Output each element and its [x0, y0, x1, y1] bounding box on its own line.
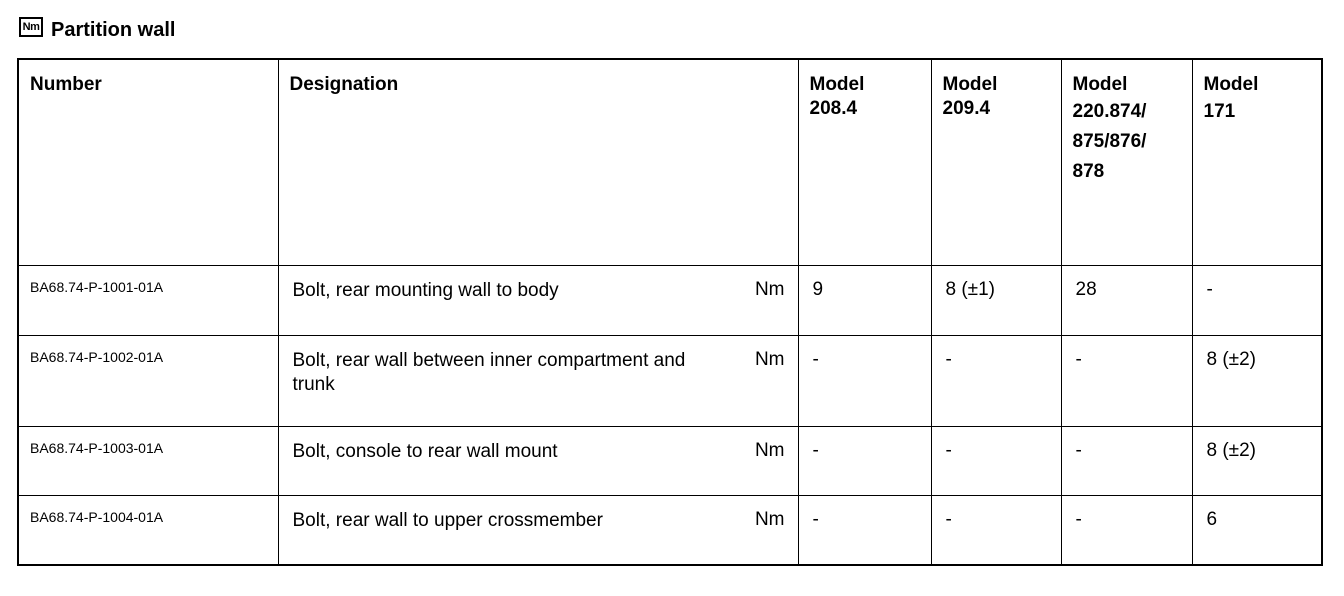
header-model-220 — [1061, 59, 1192, 265]
value-model-220: 28 — [1061, 265, 1192, 335]
value-model-171: 8 (±2) — [1192, 426, 1322, 495]
section-header — [19, 15, 175, 45]
header-designation: Designation — [278, 59, 798, 265]
designation-text: Bolt, rear mounting wall to body — [292, 279, 559, 301]
unit-label: Nm — [754, 278, 785, 300]
value-model-208: 9 — [798, 265, 931, 335]
unit-label: Nm — [754, 439, 785, 461]
section-title: Partition wall — [51, 18, 176, 41]
table-row — [18, 265, 1322, 335]
header-model-label: Model — [942, 74, 998, 95]
table-row — [18, 335, 1322, 426]
row-number: BA68.74-P-1001-01A — [18, 265, 278, 335]
header-model-number: 208.4 — [809, 98, 858, 119]
value-model-208: - — [798, 335, 931, 426]
row-number: BA68.74-P-1004-01A — [18, 495, 278, 565]
designation-text: Bolt, rear wall to upper crossmember — [292, 509, 603, 531]
header-model-label: Model — [1203, 74, 1259, 95]
value-model-171: 8 (±2) — [1192, 335, 1322, 426]
value-model-220: - — [1061, 495, 1192, 565]
header-model-209 — [931, 59, 1061, 265]
header-model-label: Model — [809, 74, 865, 95]
value-model-209: - — [931, 495, 1061, 565]
row-designation — [278, 426, 798, 495]
row-number: BA68.74-P-1003-01A — [18, 426, 278, 495]
header-model-number: 875/876/ — [1072, 131, 1147, 152]
designation-text: Bolt, console to rear wall mount — [292, 440, 558, 462]
table-header-row — [18, 59, 1322, 265]
row-designation — [278, 335, 798, 426]
header-model-label: Model — [1072, 74, 1128, 95]
header-model-number: 209.4 — [942, 98, 991, 119]
value-model-220: - — [1061, 335, 1192, 426]
value-model-220: - — [1061, 426, 1192, 495]
value-model-208: - — [798, 495, 931, 565]
header-model-number: 171 — [1203, 101, 1236, 122]
header-number: Number — [18, 59, 278, 265]
table-row — [18, 495, 1322, 565]
header-model-208 — [798, 59, 931, 265]
header-model-number: 878 — [1072, 161, 1105, 182]
unit-label: Nm — [754, 508, 785, 530]
torque-nm-icon: Nm — [19, 17, 43, 37]
value-model-209: - — [931, 335, 1061, 426]
designation-text: Bolt, rear wall between inner compartment and trunk — [292, 349, 686, 395]
row-designation — [278, 265, 798, 335]
value-model-208: - — [798, 426, 931, 495]
torque-spec-table — [17, 58, 1323, 566]
value-model-171: 6 — [1192, 495, 1322, 565]
value-model-209: - — [931, 426, 1061, 495]
value-model-209: 8 (±1) — [931, 265, 1061, 335]
header-model-number: 220.874/ — [1072, 101, 1147, 122]
value-model-171: - — [1192, 265, 1322, 335]
table-row — [18, 426, 1322, 495]
row-designation — [278, 495, 798, 565]
header-model-171 — [1192, 59, 1322, 265]
unit-label: Nm — [754, 348, 785, 370]
row-number: BA68.74-P-1002-01A — [18, 335, 278, 426]
